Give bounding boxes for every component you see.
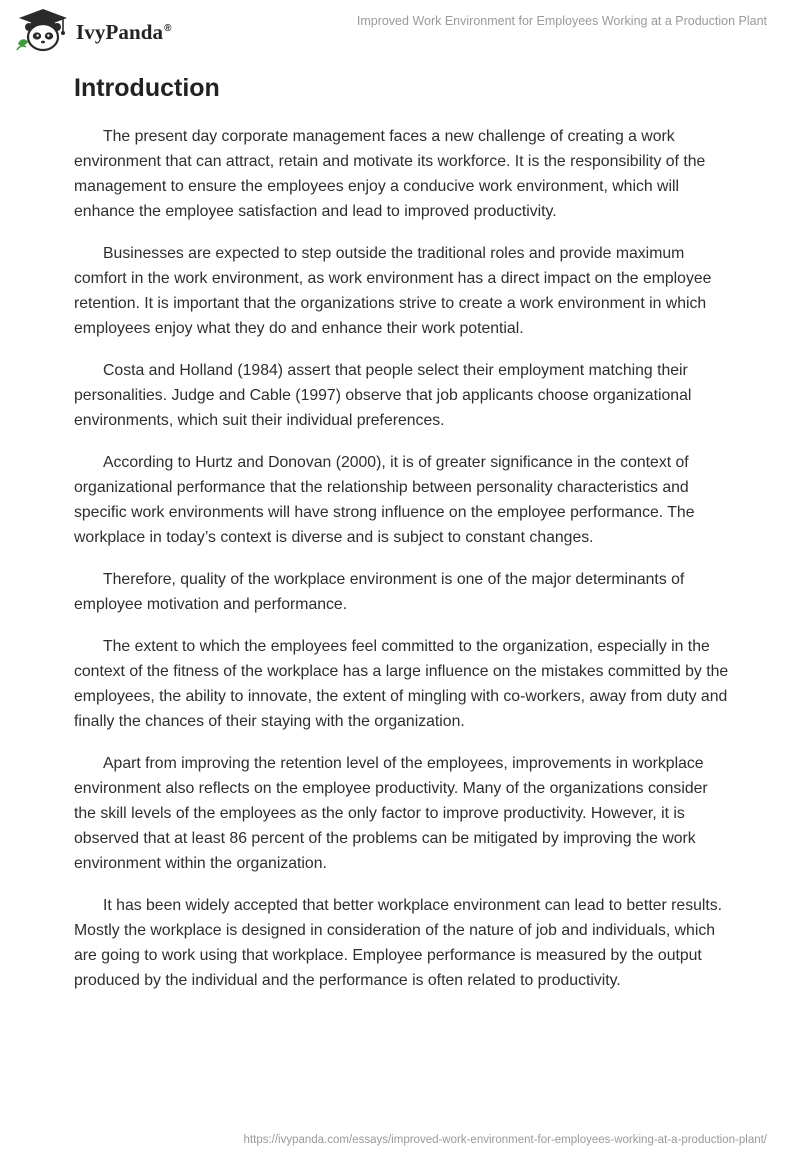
- paragraph-5: Therefore, quality of the workplace environment is one of the major determinants of employee motivation and performance.: [74, 571, 685, 613]
- paragraph-6: The extent to which the employees feel committed to the organization, especially in the context of the fitness of the workplace has a large influence on the mistakes committed by the employees, the ability to innovate, the extent of mingling with co-workers, away from duty and finally the chances of their staying with the organization.: [74, 638, 729, 730]
- document-title: Improved Work Environment for Employees Working at a Production Plant: [356, 14, 767, 28]
- paragraph-7: Apart from improving the retention level of the employees, improvements in workplace environment also reflects on the employee productivity. Many of the organizations consider the skill levels of the employees as the only factor to improve productivity. However, it is observed that at least 86 percent of the problems can be mitigated by improving the work environment within the organization.: [74, 755, 708, 872]
- paragraph-8: It has been widely accepted that better workplace environment can lead to better results. Mostly the workplace is designed in consideration of the nature of job and individuals, which are going to work using that workplace. Employee performance is measured by the output produced by the individual and the performance is often related to productivity.: [74, 897, 723, 989]
- paragraph-3: Costa and Holland (1984) assert that people select their employment matching their personalities. Judge and Cable (1997) observe that job applicants choose organizational environments, which suit their individual preferences.: [74, 362, 692, 429]
- ivypanda-logo[interactable]: [14, 8, 172, 52]
- source-url[interactable]: https://ivypanda.com/essays/improved-work-environment-for-employees-working-at-a-production-plant/: [243, 1134, 767, 1146]
- panda-graduate-icon: [14, 8, 72, 52]
- page-header: [0, 0, 800, 60]
- brand-name: IvyPanda®: [76, 19, 172, 44]
- paragraph-4: According to Hurtz and Donovan (2000), it is of greater significance in the context of organizational performance that the relationship between personality characteristics and specific work environments will have strong influence on the employee performance. The workplace in today’s context is diverse and is subject to constant changes.: [74, 454, 695, 546]
- section-heading: Introduction: [74, 74, 220, 102]
- article-body: [74, 72, 730, 1010]
- paragraph-1: The present day corporate management faces a new challenge of creating a work environment that can attract, retain and motivate its workforce. It is the responsibility of the management to ensure the employees enjoy a conducive work environment, which will enhance the employee satisfaction and lead to improved productivity.: [74, 128, 706, 220]
- paragraph-2: Businesses are expected to step outside the traditional roles and provide maximum comfort in the work environment, as work environment has a direct impact on the employee retention. It is important that the organizations strive to create a work environment in which employees enjoy what they do and enhance their work potential.: [74, 245, 712, 337]
